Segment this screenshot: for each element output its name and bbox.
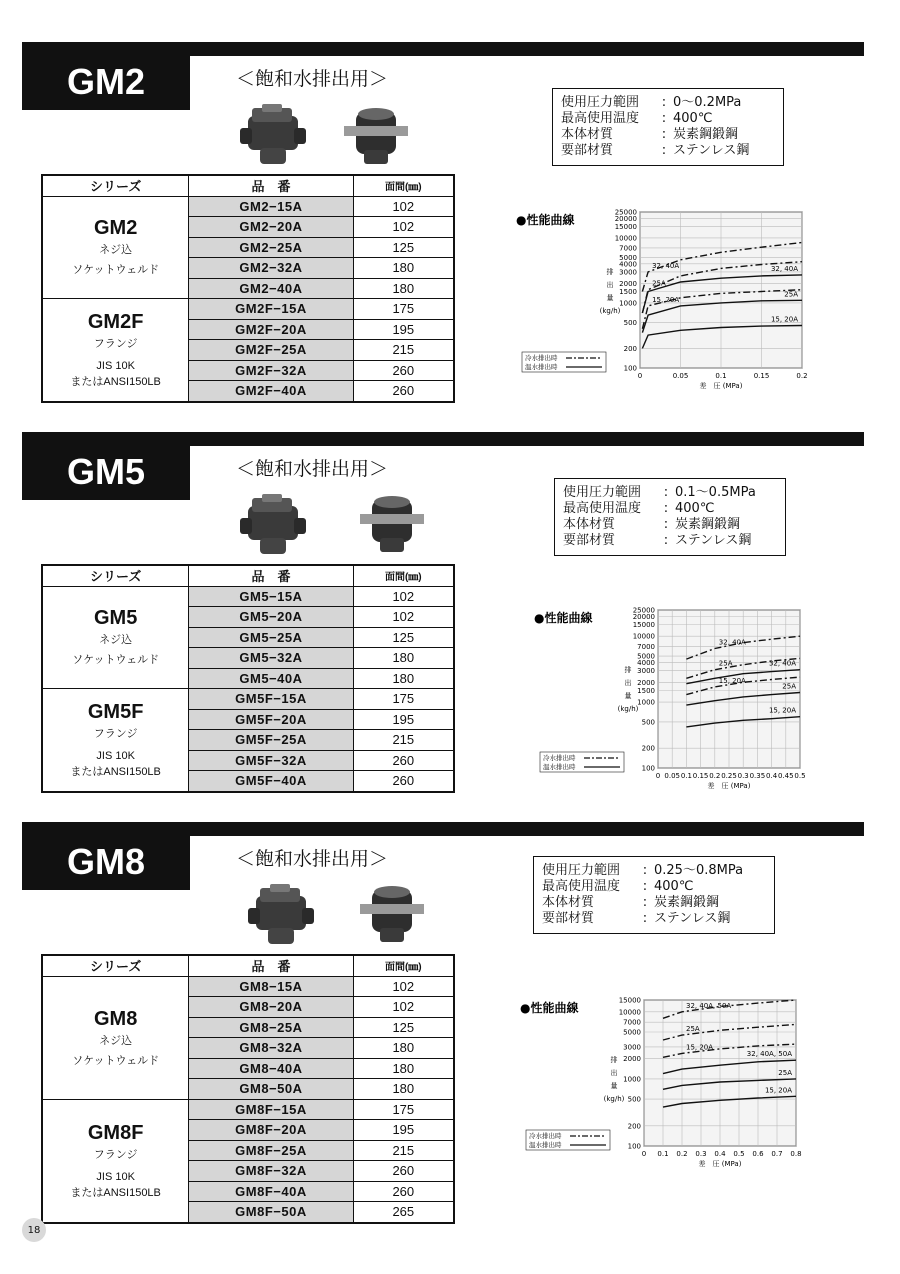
y-tick-label: 4000 — [637, 658, 655, 667]
product-photo-screwed — [238, 492, 308, 558]
table-header-model: 品 番 — [189, 955, 353, 976]
model-number: GM8F−32A — [189, 1161, 353, 1182]
face-to-face-dimension: 180 — [353, 668, 454, 689]
series-label: 25A — [782, 682, 796, 691]
y-axis-label: (kg/h) — [617, 705, 639, 713]
model-number: GM5−15A — [189, 586, 353, 607]
performance-chart — [530, 598, 810, 790]
legend-hot-label: 温水排出時 — [543, 763, 576, 771]
x-tick-label: 0.4 — [714, 1150, 726, 1158]
spec-body-label: 本体材質 — [542, 895, 595, 910]
y-tick-label: 1000 — [619, 299, 637, 308]
series-group-note: ソケットウェルド — [72, 654, 160, 667]
x-tick-label: 0.2 — [796, 372, 808, 380]
table-header-dimension: 面間(㎜) — [353, 565, 454, 586]
y-tick-label: 500 — [641, 718, 655, 727]
table-header-series: シリーズ — [42, 565, 189, 586]
y-tick-label: 100 — [627, 1142, 641, 1151]
y-tick-label: 500 — [627, 1095, 641, 1104]
y-tick-label: 15000 — [618, 996, 641, 1005]
y-tick-label: 100 — [641, 764, 655, 773]
series-group-note: フランジ — [93, 1148, 138, 1161]
usage-label: ＜飽和水排出用＞ — [236, 848, 389, 870]
series-label: 15, 20A — [764, 1086, 792, 1095]
x-axis-label: 差 圧 (MPa) — [698, 1160, 742, 1168]
chart-title: ●性能曲線 — [534, 611, 593, 625]
face-to-face-dimension: 125 — [353, 627, 454, 648]
product-photo-flanged — [356, 880, 428, 946]
face-to-face-dimension: 102 — [353, 217, 454, 238]
series-label: 15, 20A — [686, 1043, 714, 1052]
y-tick-label: 7000 — [637, 642, 655, 651]
spec-part-label: 要部材質 — [561, 143, 614, 158]
spec-body-value: 炭素鋼鍛鋼 — [675, 517, 741, 532]
spec-part-value: ステンレス鋼 — [675, 533, 752, 548]
x-tick-label: 0.1 — [680, 772, 692, 780]
x-tick-label: 0.3 — [737, 772, 749, 780]
y-axis-label: 排 — [624, 666, 632, 674]
series-title: GM2 — [22, 54, 190, 110]
y-axis-label: 量 — [610, 1082, 618, 1090]
series-group-name: GM8 — [93, 1007, 138, 1030]
spec-temperature-label: 最高使用温度 — [563, 501, 642, 516]
product-photo-screwed — [246, 882, 316, 948]
series-label: 15, 20A — [770, 315, 798, 324]
y-tick-label: 2000 — [619, 279, 637, 288]
table-header-model: 品 番 — [189, 175, 353, 196]
spec-pressure-label: 使用圧力範囲 — [563, 485, 642, 500]
series-group-name: GM8F — [87, 1121, 144, 1144]
series-group-name: GM2 — [93, 217, 138, 240]
y-axis-label: 出 — [606, 281, 614, 289]
section-gm8 — [0, 822, 900, 1222]
model-number: GM2F−25A — [189, 340, 353, 361]
model-number: GM2F−32A — [189, 360, 353, 381]
series-label: 25A — [652, 279, 666, 288]
series-label: 15, 20A — [718, 676, 746, 685]
series-group-note: ネジ込 — [99, 634, 133, 647]
performance-chart — [512, 200, 812, 390]
y-tick-label: 100 — [623, 364, 637, 373]
y-tick-label: 20000 — [614, 214, 637, 223]
y-tick-label: 5000 — [623, 1028, 641, 1037]
series-group-cell — [42, 586, 189, 689]
model-number: GM8F−25A — [189, 1140, 353, 1161]
series-group-note: またはANSI150LB — [70, 765, 161, 778]
spec-body-value: 炭素鋼鍛鋼 — [654, 895, 720, 910]
face-to-face-dimension: 215 — [353, 1140, 454, 1161]
legend-cold-label: 冷水排出時 — [543, 754, 576, 762]
model-number: GM2F−40A — [189, 381, 353, 402]
face-to-face-dimension: 260 — [353, 771, 454, 792]
series-label: 15, 20A — [768, 706, 796, 715]
y-tick-label: 25000 — [614, 208, 637, 217]
series-title: GM5 — [22, 444, 190, 500]
x-tick-label: 0.15 — [692, 772, 709, 780]
face-to-face-dimension: 180 — [353, 1079, 454, 1100]
series-label: 32, 40A, 50A — [686, 1001, 732, 1010]
y-tick-label: 20000 — [632, 612, 655, 621]
table-row — [42, 299, 454, 320]
model-number: GM2−15A — [189, 196, 353, 217]
series-group-note: またはANSI150LB — [70, 1186, 161, 1199]
y-tick-label: 1000 — [623, 1075, 641, 1084]
spec-body-label: 本体材質 — [563, 517, 616, 532]
face-to-face-dimension: 180 — [353, 648, 454, 669]
model-number: GM5F−25A — [189, 730, 353, 751]
y-tick-label: 500 — [623, 319, 637, 328]
table-header-series: シリーズ — [42, 175, 189, 196]
series-group-note: フランジ — [93, 337, 138, 350]
model-number: GM5F−20A — [189, 709, 353, 730]
x-axis-label: 差 圧 (MPa) — [699, 382, 743, 390]
spec-temperature-value: 400℃ — [654, 879, 694, 894]
face-to-face-dimension: 195 — [353, 1120, 454, 1141]
x-tick-label: 0 — [641, 1150, 647, 1158]
x-tick-label: 0.25 — [721, 772, 737, 780]
x-tick-label: 0.05 — [664, 772, 680, 780]
x-tick-label: 0.4 — [766, 772, 778, 780]
model-number: GM5F−15A — [189, 689, 353, 710]
table-header-model: 品 番 — [189, 565, 353, 586]
spec-part-label: 要部材質 — [542, 911, 595, 926]
chart-title: ●性能曲線 — [520, 1001, 579, 1015]
x-tick-label: 0.1 — [715, 372, 727, 380]
product-photo-screwed — [238, 102, 308, 168]
series-group-name: GM5 — [93, 607, 138, 630]
y-tick-label: 7000 — [623, 1018, 641, 1027]
y-tick-label: 5000 — [619, 253, 637, 262]
spec-temperature-value: 400℃ — [675, 501, 715, 516]
series-label: 32, 40A — [770, 264, 798, 273]
series-group-cell — [42, 196, 189, 299]
series-group-cell — [42, 976, 189, 1099]
model-number: GM5−25A — [189, 627, 353, 648]
y-tick-label: 2000 — [623, 1055, 641, 1064]
y-tick-label: 3000 — [637, 667, 655, 676]
y-axis-label: 出 — [610, 1069, 618, 1077]
face-to-face-dimension: 260 — [353, 360, 454, 381]
y-tick-label: 200 — [623, 344, 637, 353]
model-number: GM2−25A — [189, 237, 353, 258]
series-label: 32, 40A — [768, 659, 796, 668]
table-row — [42, 196, 454, 217]
face-to-face-dimension: 102 — [353, 586, 454, 607]
spec-body-label: 本体材質 — [561, 127, 614, 142]
spec-body-value: 炭素鋼鍛鋼 — [673, 127, 739, 142]
series-label: 25A — [718, 659, 733, 668]
model-number: GM2F−15A — [189, 299, 353, 320]
table-row — [42, 689, 454, 710]
legend-hot-label: 温水排出時 — [525, 363, 558, 371]
series-label: 32, 40A — [652, 261, 680, 270]
model-number: GM5F−40A — [189, 771, 353, 792]
x-tick-label: 0.05 — [672, 372, 689, 380]
face-to-face-dimension: 195 — [353, 709, 454, 730]
y-axis-label: (kg/h) — [599, 307, 621, 315]
model-number: GM8−25A — [189, 1017, 353, 1038]
table-header-dimension: 面間(㎜) — [353, 955, 454, 976]
series-label: 15, 20A — [652, 295, 680, 304]
x-tick-label: 0.7 — [771, 1150, 783, 1158]
y-tick-label: 3000 — [623, 1043, 641, 1052]
y-tick-label: 5000 — [637, 652, 655, 661]
product-table — [41, 564, 455, 793]
face-to-face-dimension: 260 — [353, 750, 454, 771]
usage-label: ＜飽和水排出用＞ — [236, 68, 389, 90]
section-gm5 — [0, 432, 900, 802]
spec-pressure-label: 使用圧力範囲 — [561, 95, 640, 110]
x-tick-label: 0.1 — [657, 1150, 669, 1158]
y-tick-label: 10000 — [614, 234, 637, 243]
series-group-note: JIS 10K — [96, 749, 135, 762]
x-tick-label: 0.45 — [778, 772, 794, 780]
y-tick-label: 15000 — [632, 621, 655, 630]
spec-temperature-label: 最高使用温度 — [561, 111, 640, 126]
legend-hot-label: 温水排出時 — [529, 1141, 562, 1149]
product-table — [41, 954, 455, 1224]
model-number: GM8−40A — [189, 1058, 353, 1079]
series-group-note: JIS 10K — [96, 1170, 135, 1183]
face-to-face-dimension: 260 — [353, 1181, 454, 1202]
product-photo-flanged — [340, 102, 412, 168]
y-axis-label: 量 — [624, 692, 632, 700]
model-number: GM2−40A — [189, 278, 353, 299]
table-row — [42, 1099, 454, 1120]
chart-title: ●性能曲線 — [516, 213, 575, 227]
x-tick-label: 0.5 — [733, 1150, 745, 1158]
spec-temperature-value: 400℃ — [673, 111, 713, 126]
spec-box: 使用圧力範囲 : 0.25〜0.8MPa 最高使用温度 : 400℃ 本体材質 : 炭素鋼鍛鋼 要部材質 : ステンレス鋼 — [533, 856, 775, 934]
model-number: GM2−32A — [189, 258, 353, 279]
x-tick-label: 0.15 — [753, 372, 770, 380]
model-number: GM5−32A — [189, 648, 353, 669]
model-number: GM2−20A — [189, 217, 353, 238]
face-to-face-dimension: 265 — [353, 1202, 454, 1223]
model-number: GM5−20A — [189, 607, 353, 628]
x-tick-label: 0.6 — [752, 1150, 764, 1158]
y-tick-label: 10000 — [618, 1008, 641, 1017]
series-group-note: ネジ込 — [99, 244, 133, 257]
series-label: 32, 40A — [718, 638, 746, 647]
face-to-face-dimension: 102 — [353, 976, 454, 997]
face-to-face-dimension: 215 — [353, 340, 454, 361]
model-number: GM8−15A — [189, 976, 353, 997]
table-row — [42, 586, 454, 607]
x-tick-label: 0.35 — [749, 772, 766, 780]
face-to-face-dimension: 125 — [353, 237, 454, 258]
face-to-face-dimension: 180 — [353, 1038, 454, 1059]
series-label: 25A — [784, 290, 798, 299]
table-header-series: シリーズ — [42, 955, 189, 976]
series-group-note: またはANSI150LB — [70, 375, 161, 388]
y-tick-label: 3000 — [619, 268, 637, 277]
section-gm2 — [0, 42, 900, 412]
model-number: GM8F−20A — [189, 1120, 353, 1141]
face-to-face-dimension: 175 — [353, 299, 454, 320]
y-axis-label: 排 — [610, 1056, 618, 1064]
x-tick-label: 0.2 — [709, 772, 721, 780]
face-to-face-dimension: 180 — [353, 1058, 454, 1079]
spec-pressure-value: 0.1〜0.5MPa — [675, 485, 756, 500]
page-number: 18 — [22, 1218, 46, 1242]
spec-box: 使用圧力範囲 : 0〜0.2MPa 最高使用温度 : 400℃ 本体材質 : 炭素鋼鍛鋼 要部材質 : ステンレス鋼 — [552, 88, 784, 166]
y-tick-label: 10000 — [632, 632, 655, 641]
legend-cold-label: 冷水排出時 — [529, 1132, 562, 1140]
y-tick-label: 25000 — [632, 606, 655, 615]
series-group-note: JIS 10K — [96, 359, 135, 372]
series-group-cell — [42, 299, 189, 402]
y-tick-label: 1500 — [619, 287, 637, 296]
y-tick-label: 1500 — [637, 687, 655, 696]
model-number: GM8F−15A — [189, 1099, 353, 1120]
y-axis-label: 出 — [624, 679, 632, 687]
spec-pressure-label: 使用圧力範囲 — [542, 863, 621, 878]
x-tick-label: 0 — [637, 372, 643, 380]
series-group-cell — [42, 1099, 189, 1223]
x-tick-label: 0.8 — [790, 1150, 802, 1158]
y-tick-label: 200 — [641, 744, 655, 753]
model-number: GM8−50A — [189, 1079, 353, 1100]
y-tick-label: 4000 — [619, 260, 637, 269]
model-number: GM8F−40A — [189, 1181, 353, 1202]
table-header-dimension: 面間(㎜) — [353, 175, 454, 196]
face-to-face-dimension: 260 — [353, 381, 454, 402]
x-tick-label: 0.5 — [794, 772, 806, 780]
product-table — [41, 174, 455, 403]
face-to-face-dimension: 180 — [353, 278, 454, 299]
face-to-face-dimension: 125 — [353, 1017, 454, 1038]
y-tick-label: 7000 — [619, 244, 637, 253]
spec-pressure-value: 0.25〜0.8MPa — [654, 863, 744, 878]
series-group-note: ネジ込 — [99, 1034, 133, 1047]
model-number: GM8−32A — [189, 1038, 353, 1059]
spec-part-value: ステンレス鋼 — [654, 911, 731, 926]
performance-chart — [516, 988, 806, 1168]
y-axis-label: (kg/h) — [603, 1095, 625, 1103]
face-to-face-dimension: 102 — [353, 997, 454, 1018]
spec-box: 使用圧力範囲 : 0.1〜0.5MPa 最高使用温度 : 400℃ 本体材質 : 炭素鋼鍛鋼 要部材質 : ステンレス鋼 — [554, 478, 786, 556]
model-number: GM5F−32A — [189, 750, 353, 771]
y-tick-label: 1000 — [637, 698, 655, 707]
series-group-note: ソケットウェルド — [72, 1054, 160, 1067]
series-group-cell — [42, 689, 189, 792]
face-to-face-dimension: 195 — [353, 319, 454, 340]
face-to-face-dimension: 102 — [353, 196, 454, 217]
y-tick-label: 200 — [627, 1122, 641, 1131]
y-tick-label: 15000 — [614, 222, 637, 231]
model-number: GM2F−20A — [189, 319, 353, 340]
spec-temperature-label: 最高使用温度 — [542, 879, 621, 894]
y-axis-label: 排 — [606, 268, 614, 276]
face-to-face-dimension: 175 — [353, 1099, 454, 1120]
model-number: GM8F−50A — [189, 1202, 353, 1223]
y-axis-label: 量 — [606, 294, 614, 302]
series-label: 25A — [778, 1068, 792, 1077]
usage-label: ＜飽和水排出用＞ — [236, 458, 389, 480]
face-to-face-dimension: 180 — [353, 258, 454, 279]
series-group-name: GM5F — [87, 700, 144, 723]
face-to-face-dimension: 215 — [353, 730, 454, 751]
face-to-face-dimension: 175 — [353, 689, 454, 710]
spec-part-label: 要部材質 — [563, 533, 616, 548]
face-to-face-dimension: 102 — [353, 607, 454, 628]
model-number: GM5−40A — [189, 668, 353, 689]
series-group-name: GM2F — [87, 310, 144, 333]
series-group-note: フランジ — [93, 727, 138, 740]
y-tick-label: 2000 — [637, 678, 655, 687]
series-group-note: ソケットウェルド — [72, 264, 160, 277]
model-number: GM8−20A — [189, 997, 353, 1018]
x-tick-label: 0.3 — [695, 1150, 707, 1158]
series-label: 25A — [686, 1025, 700, 1034]
x-axis-label: 差 圧 (MPa) — [707, 782, 751, 790]
product-photo-flanged — [356, 490, 428, 556]
table-row — [42, 976, 454, 997]
x-tick-label: 0.2 — [676, 1150, 688, 1158]
spec-pressure-value: 0〜0.2MPa — [673, 95, 742, 110]
spec-part-value: ステンレス鋼 — [673, 143, 750, 158]
series-title: GM8 — [22, 834, 190, 890]
face-to-face-dimension: 260 — [353, 1161, 454, 1182]
x-tick-label: 0 — [655, 772, 661, 780]
series-label: 32, 40A, 50A — [746, 1050, 792, 1059]
legend-cold-label: 冷水排出時 — [525, 354, 558, 362]
